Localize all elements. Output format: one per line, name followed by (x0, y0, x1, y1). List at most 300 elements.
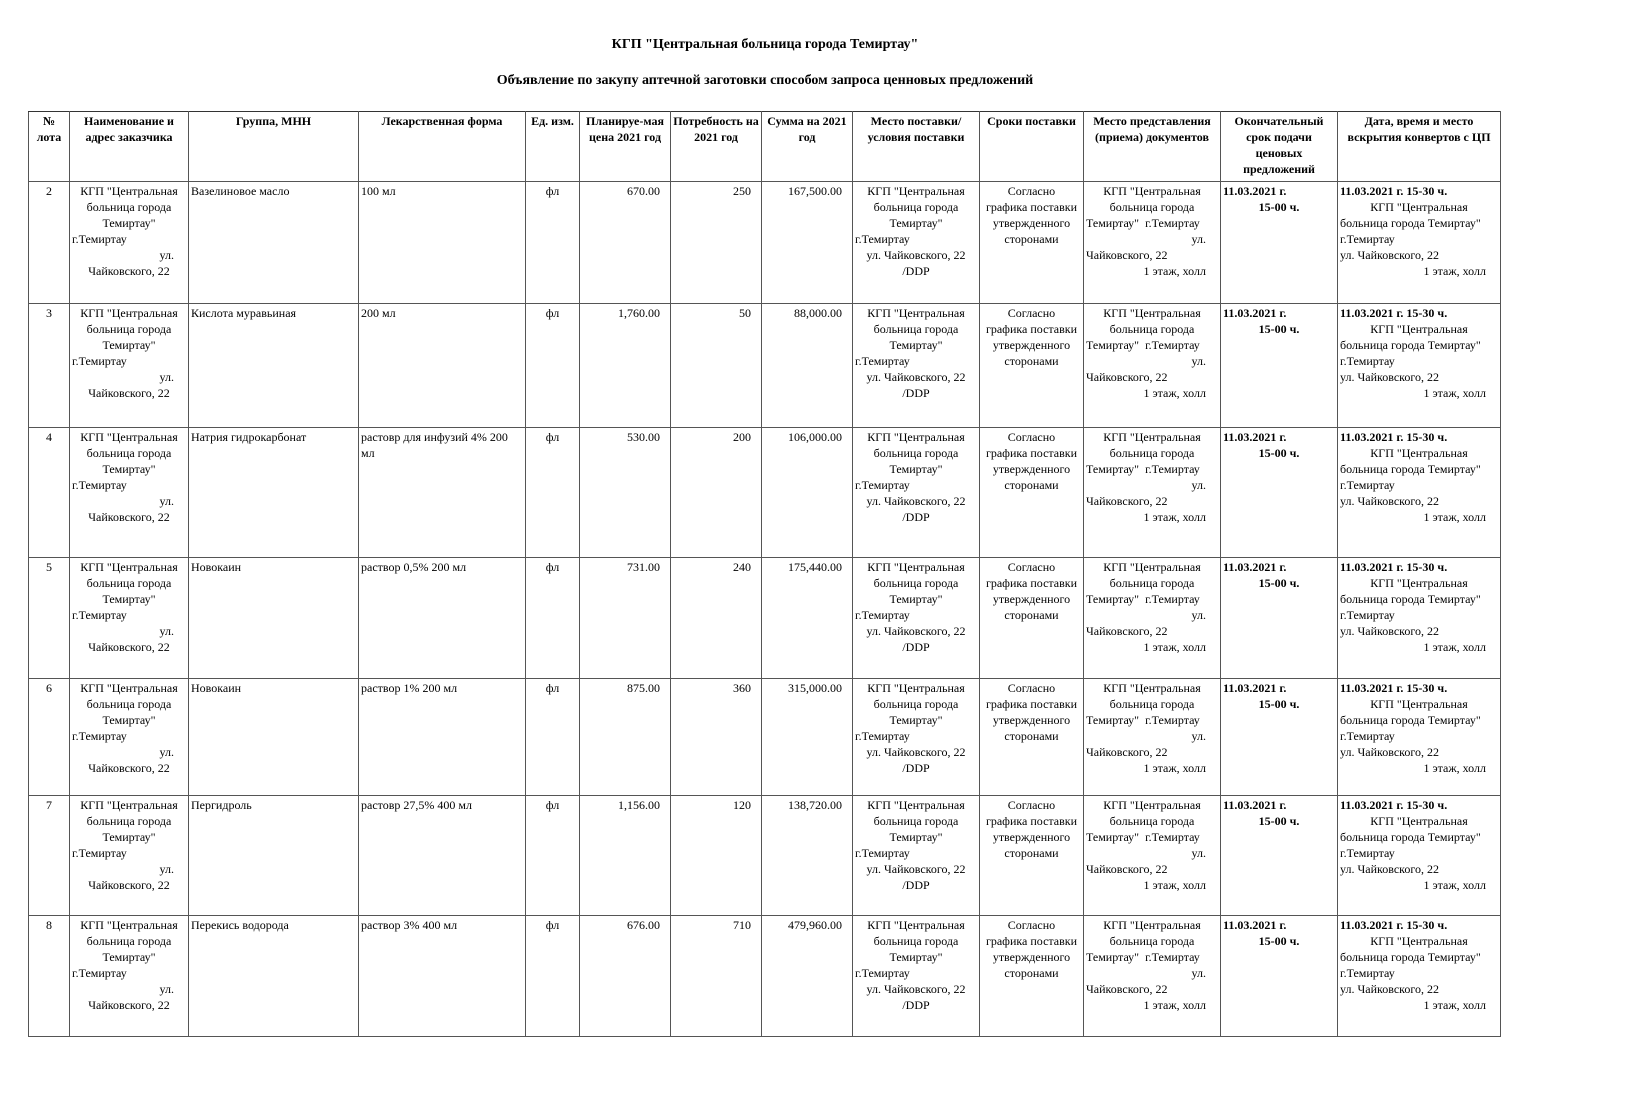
docs-place-line: ул. (1191, 608, 1206, 622)
unit: фл (526, 796, 580, 916)
delivery-place-line: Темиртау" (889, 216, 943, 230)
delivery-terms-line: графика поставки (985, 446, 1078, 460)
docs-place-line: КГП "Центральная (1103, 306, 1201, 320)
drug-name: Новокаин (189, 558, 359, 679)
customer-address-line: ул. (159, 248, 174, 262)
opening-info (1338, 796, 1501, 916)
opening-info-line: ул. Чайковского, 22 (1340, 248, 1439, 262)
delivery-place-line: КГП "Центральная (867, 184, 965, 198)
customer-address-line: КГП "Центральная (80, 306, 178, 320)
delivery-terms-line: утвержденного (992, 338, 1071, 352)
delivery-place-line: КГП "Центральная (867, 798, 965, 812)
customer-address (70, 428, 189, 558)
docs-place-line: ул. (1191, 729, 1206, 743)
docs-place-line: Темиртау" г.Темиртау (1086, 338, 1200, 352)
docs-place-line: ул. (1191, 232, 1206, 246)
lot-number: 5 (29, 558, 70, 679)
header-sum: Сумма на 2021 год (762, 112, 853, 182)
submission-deadline (1221, 916, 1338, 1037)
delivery-terms-line: Согласно (1007, 184, 1056, 198)
delivery-terms (980, 796, 1084, 916)
total-sum: 138,720.00 (762, 796, 853, 916)
docs-place (1084, 916, 1221, 1037)
opening-info-line: 11.03.2021 г. 15-30 ч. (1340, 430, 1448, 444)
dosage-form: 100 мл (359, 182, 526, 304)
opening-info-line: 11.03.2021 г. 15-30 ч. (1340, 306, 1448, 320)
header-group: Группа, МНН (189, 112, 359, 182)
customer-address-line: ул. (159, 862, 174, 876)
unit: фл (526, 182, 580, 304)
delivery-place (853, 182, 980, 304)
planned-price: 676.00 (580, 916, 671, 1037)
quantity: 240 (671, 558, 762, 679)
delivery-terms-line: сторонами (1004, 966, 1059, 980)
customer-address (70, 679, 189, 796)
customer-address-line: КГП "Центральная (80, 681, 178, 695)
lot-number: 3 (29, 304, 70, 428)
submission-deadline-line: 11.03.2021 г. (1223, 184, 1287, 198)
delivery-place-line: г.Темиртау (855, 608, 910, 622)
total-sum: 88,000.00 (762, 304, 853, 428)
customer-address (70, 304, 189, 428)
delivery-place-line: /DDP (902, 998, 930, 1012)
planned-price: 530.00 (580, 428, 671, 558)
drug-name: Новокаин (189, 679, 359, 796)
drug-name: Кислота муравьиная (189, 304, 359, 428)
docs-place-line: КГП "Центральная (1103, 430, 1201, 444)
delivery-terms-line: утвержденного (992, 216, 1071, 230)
docs-place-line: больница города (1109, 446, 1195, 460)
drug-name: Пергидроль (189, 796, 359, 916)
customer-address-line: Темиртау" (102, 338, 156, 352)
header-deadline: Окончательный срок подачи ценовых предложений (1221, 112, 1338, 182)
table-row (29, 679, 1501, 796)
customer-address-line: Темиртау" (102, 950, 156, 964)
docs-place-line: КГП "Центральная (1103, 184, 1201, 198)
header-qty: Потребность на 2021 год (671, 112, 762, 182)
docs-place-line: ул. (1191, 846, 1206, 860)
opening-info-line: больница города Темиртау" (1340, 338, 1481, 352)
delivery-place-line: г.Темиртау (855, 729, 910, 743)
dosage-form: растовр для инфузий 4% 200 мл (359, 428, 526, 558)
docs-place-line: больница города (1109, 934, 1195, 948)
customer-address-line: Чайковского, 22 (88, 761, 170, 775)
docs-place-line: КГП "Центральная (1103, 918, 1201, 932)
customer-address-line: ул. (159, 745, 174, 759)
lot-number: 6 (29, 679, 70, 796)
opening-info-line: 11.03.2021 г. 15-30 ч. (1340, 918, 1448, 932)
customer-address-line: г.Темиртау (72, 354, 127, 368)
docs-place-line: больница города (1109, 200, 1195, 214)
drug-name: Натрия гидрокарбонат (189, 428, 359, 558)
unit: фл (526, 558, 580, 679)
delivery-place-line: ул. Чайковского, 22 (866, 370, 966, 384)
docs-place-line: больница города (1109, 814, 1195, 828)
submission-deadline-line: 15-00 ч. (1258, 934, 1300, 948)
opening-info-line: 1 этаж, холл (1423, 878, 1486, 892)
unit: фл (526, 679, 580, 796)
delivery-place-line: ул. Чайковского, 22 (866, 745, 966, 759)
opening-info-line: КГП "Центральная (1370, 576, 1468, 590)
docs-place-line: ул. (1191, 354, 1206, 368)
customer-address-line: КГП "Центральная (80, 798, 178, 812)
table-row (29, 796, 1501, 916)
opening-info-line: 1 этаж, холл (1423, 998, 1486, 1012)
delivery-place-line: КГП "Центральная (867, 918, 965, 932)
opening-info (1338, 916, 1501, 1037)
delivery-place-line: больница города (873, 814, 959, 828)
delivery-terms-line: утвержденного (992, 592, 1071, 606)
delivery-terms-line: сторонами (1004, 354, 1059, 368)
table-row (29, 916, 1501, 1037)
dosage-form: 200 мл (359, 304, 526, 428)
submission-deadline (1221, 428, 1338, 558)
dosage-form: раствор 3% 400 мл (359, 916, 526, 1037)
docs-place-line: больница города (1109, 322, 1195, 336)
delivery-terms-line: графика поставки (985, 576, 1078, 590)
opening-info-line: больница города Темиртау" (1340, 592, 1481, 606)
customer-address-line: Чайковского, 22 (88, 640, 170, 654)
opening-info-line: ул. Чайковского, 22 (1340, 624, 1439, 638)
delivery-place-line: больница города (873, 322, 959, 336)
customer-address-line: КГП "Центральная (80, 918, 178, 932)
delivery-terms-line: утвержденного (992, 830, 1071, 844)
customer-address-line: г.Темиртау (72, 608, 127, 622)
opening-info-line: ул. Чайковского, 22 (1340, 982, 1439, 996)
delivery-place (853, 679, 980, 796)
docs-place (1084, 796, 1221, 916)
customer-address-line: больница города (86, 200, 172, 214)
opening-info (1338, 304, 1501, 428)
delivery-place-line: /DDP (902, 264, 930, 278)
drug-name: Вазелиновое масло (189, 182, 359, 304)
delivery-place-line: г.Темиртау (855, 478, 910, 492)
planned-price: 670.00 (580, 182, 671, 304)
delivery-terms (980, 428, 1084, 558)
opening-info-line: КГП "Центральная (1370, 934, 1468, 948)
delivery-place-line: ул. Чайковского, 22 (866, 982, 966, 996)
submission-deadline-line: 15-00 ч. (1258, 697, 1300, 711)
docs-place (1084, 428, 1221, 558)
docs-place-line: Чайковского, 22 (1086, 494, 1168, 508)
customer-address-line: г.Темиртау (72, 478, 127, 492)
delivery-place-line: г.Темиртау (855, 354, 910, 368)
docs-place-line: КГП "Центральная (1103, 681, 1201, 695)
delivery-place-line: Темиртау" (889, 713, 943, 727)
planned-price: 1,156.00 (580, 796, 671, 916)
opening-info-line: 1 этаж, холл (1423, 386, 1486, 400)
delivery-place-line: ул. Чайковского, 22 (866, 248, 966, 262)
submission-deadline (1221, 796, 1338, 916)
docs-place-line: 1 этаж, холл (1143, 510, 1206, 524)
docs-place (1084, 679, 1221, 796)
delivery-place-line: КГП "Центральная (867, 681, 965, 695)
dosage-form: раствор 0,5% 200 мл (359, 558, 526, 679)
delivery-place-line: КГП "Центральная (867, 560, 965, 574)
table-header-row (29, 112, 1501, 182)
delivery-terms-line: Согласно (1007, 560, 1056, 574)
docs-place-line: Чайковского, 22 (1086, 370, 1168, 384)
delivery-terms (980, 558, 1084, 679)
submission-deadline-line: 15-00 ч. (1258, 322, 1300, 336)
lot-number: 2 (29, 182, 70, 304)
customer-address-line: КГП "Центральная (80, 184, 178, 198)
delivery-place (853, 304, 980, 428)
delivery-place-line: больница города (873, 576, 959, 590)
opening-info (1338, 182, 1501, 304)
customer-address-line: Чайковского, 22 (88, 878, 170, 892)
dosage-form: раствор 1% 200 мл (359, 679, 526, 796)
delivery-place-line: /DDP (902, 761, 930, 775)
docs-place-line: КГП "Центральная (1103, 560, 1201, 574)
delivery-terms-line: сторонами (1004, 608, 1059, 622)
opening-info-line: ул. Чайковского, 22 (1340, 862, 1439, 876)
docs-place-line: Темиртау" г.Темиртау (1086, 713, 1200, 727)
docs-place-line: Чайковского, 22 (1086, 745, 1168, 759)
docs-place (1084, 304, 1221, 428)
lot-number: 7 (29, 796, 70, 916)
delivery-place-line: Темиртау" (889, 338, 943, 352)
planned-price: 875.00 (580, 679, 671, 796)
docs-place-line: 1 этаж, холл (1143, 386, 1206, 400)
opening-info (1338, 428, 1501, 558)
docs-place (1084, 558, 1221, 679)
customer-address-line: больница города (86, 814, 172, 828)
customer-address (70, 916, 189, 1037)
quantity: 120 (671, 796, 762, 916)
unit: фл (526, 916, 580, 1037)
delivery-place (853, 558, 980, 679)
opening-info-line: больница города Темиртау" (1340, 216, 1481, 230)
delivery-place-line: Темиртау" (889, 950, 943, 964)
total-sum: 315,000.00 (762, 679, 853, 796)
opening-info-line: г.Темиртау (1340, 846, 1395, 860)
opening-info-line: ул. Чайковского, 22 (1340, 494, 1439, 508)
customer-address-line: ул. (159, 494, 174, 508)
delivery-place-line: КГП "Центральная (867, 306, 965, 320)
opening-info-line: 11.03.2021 г. 15-30 ч. (1340, 798, 1448, 812)
docs-place-line: больница города (1109, 697, 1195, 711)
delivery-place-line: /DDP (902, 510, 930, 524)
customer-address-line: г.Темиртау (72, 232, 127, 246)
customer-address-line: Чайковского, 22 (88, 998, 170, 1012)
submission-deadline-line: 11.03.2021 г. (1223, 918, 1287, 932)
delivery-place-line: Темиртау" (889, 592, 943, 606)
docs-place-line: Темиртау" г.Темиртау (1086, 216, 1200, 230)
quantity: 250 (671, 182, 762, 304)
docs-place-line: 1 этаж, холл (1143, 998, 1206, 1012)
total-sum: 175,440.00 (762, 558, 853, 679)
opening-info-line: КГП "Центральная (1370, 814, 1468, 828)
planned-price: 1,760.00 (580, 304, 671, 428)
delivery-terms-line: Согласно (1007, 918, 1056, 932)
customer-address (70, 558, 189, 679)
delivery-place (853, 796, 980, 916)
docs-place-line: Чайковского, 22 (1086, 862, 1168, 876)
docs-place-line: Темиртау" г.Темиртау (1086, 462, 1200, 476)
customer-address-line: Чайковского, 22 (88, 264, 170, 278)
opening-info-line: 11.03.2021 г. 15-30 ч. (1340, 184, 1448, 198)
table-row (29, 182, 1501, 304)
opening-info-line: больница города Темиртау" (1340, 462, 1481, 476)
opening-info-line: больница города Темиртау" (1340, 713, 1481, 727)
opening-info-line: 11.03.2021 г. 15-30 ч. (1340, 681, 1448, 695)
delivery-terms-line: сторонами (1004, 232, 1059, 246)
delivery-terms-line: Согласно (1007, 681, 1056, 695)
submission-deadline-line: 11.03.2021 г. (1223, 560, 1287, 574)
opening-info-line: 1 этаж, холл (1423, 264, 1486, 278)
quantity: 360 (671, 679, 762, 796)
delivery-place-line: Темиртау" (889, 462, 943, 476)
document-title: КГП "Центральная больница города Темиртау" (611, 37, 919, 52)
customer-address-line: больница города (86, 446, 172, 460)
docs-place-line: Чайковского, 22 (1086, 248, 1168, 262)
unit: фл (526, 428, 580, 558)
header-unit: Ед. изм. (526, 112, 580, 182)
delivery-place-line: г.Темиртау (855, 846, 910, 860)
delivery-place-line: больница города (873, 934, 959, 948)
delivery-terms-line: Согласно (1007, 306, 1056, 320)
customer-address-line: ул. (159, 624, 174, 638)
delivery-terms-line: сторонами (1004, 729, 1059, 743)
opening-info-line: ул. Чайковского, 22 (1340, 745, 1439, 759)
docs-place-line: Темиртау" г.Темиртау (1086, 830, 1200, 844)
delivery-place-line: г.Темиртау (855, 966, 910, 980)
customer-address-line: г.Темиртау (72, 966, 127, 980)
delivery-place-line: /DDP (902, 878, 930, 892)
opening-info (1338, 558, 1501, 679)
table-body (29, 182, 1501, 1037)
opening-info-line: больница города Темиртау" (1340, 950, 1481, 964)
docs-place-line: ул. (1191, 478, 1206, 492)
customer-address (70, 796, 189, 916)
delivery-place-line: /DDP (902, 386, 930, 400)
document-subtitle: Объявление по закупу аптечной заготовки способом запроса ценновых предложений (496, 73, 1034, 88)
submission-deadline-line: 11.03.2021 г. (1223, 681, 1287, 695)
customer-address-line: Темиртау" (102, 592, 156, 606)
submission-deadline (1221, 304, 1338, 428)
customer-address-line: г.Темиртау (72, 846, 127, 860)
opening-info (1338, 679, 1501, 796)
customer-address-line: Темиртау" (102, 713, 156, 727)
docs-place-line: 1 этаж, холл (1143, 264, 1206, 278)
delivery-terms-line: сторонами (1004, 478, 1059, 492)
opening-info-line: КГП "Центральная (1370, 322, 1468, 336)
submission-deadline-line: 11.03.2021 г. (1223, 306, 1287, 320)
docs-place-line: больница города (1109, 576, 1195, 590)
opening-info-line: КГП "Центральная (1370, 446, 1468, 460)
opening-info-line: 1 этаж, холл (1423, 510, 1486, 524)
customer-address-line: больница города (86, 322, 172, 336)
delivery-terms-line: утвержденного (992, 462, 1071, 476)
delivery-place-line: ул. Чайковского, 22 (866, 624, 966, 638)
delivery-terms-line: сторонами (1004, 846, 1059, 860)
header-customer: Наименование и адрес заказчика (70, 112, 189, 182)
header-form: Лекарственная форма (359, 112, 526, 182)
delivery-place-line: Темиртау" (889, 830, 943, 844)
docs-place-line: 1 этаж, холл (1143, 761, 1206, 775)
quantity: 710 (671, 916, 762, 1037)
docs-place-line: Темиртау" г.Темиртау (1086, 592, 1200, 606)
delivery-terms (980, 304, 1084, 428)
dosage-form: растовр 27,5% 400 мл (359, 796, 526, 916)
opening-info-line: г.Темиртау (1340, 966, 1395, 980)
opening-info-line: КГП "Центральная (1370, 697, 1468, 711)
total-sum: 106,000.00 (762, 428, 853, 558)
lot-number: 4 (29, 428, 70, 558)
header-opening: Дата, время и место вскрытия конвертов с ЦП (1338, 112, 1501, 182)
delivery-terms-line: графика поставки (985, 697, 1078, 711)
delivery-place-line: больница города (873, 697, 959, 711)
customer-address-line: КГП "Центральная (80, 560, 178, 574)
opening-info-line: г.Темиртау (1340, 232, 1395, 246)
customer-address-line: КГП "Центральная (80, 430, 178, 444)
opening-info-line: 1 этаж, холл (1423, 640, 1486, 654)
delivery-terms (980, 679, 1084, 796)
opening-info-line: г.Темиртау (1340, 354, 1395, 368)
submission-deadline (1221, 679, 1338, 796)
delivery-place-line: ул. Чайковского, 22 (866, 862, 966, 876)
submission-deadline-line: 15-00 ч. (1258, 446, 1300, 460)
customer-address-line: Чайковского, 22 (88, 386, 170, 400)
quantity: 50 (671, 304, 762, 428)
docs-place-line: 1 этаж, холл (1143, 640, 1206, 654)
delivery-terms-line: графика поставки (985, 934, 1078, 948)
docs-place-line: Чайковского, 22 (1086, 982, 1168, 996)
delivery-place (853, 916, 980, 1037)
table-row (29, 304, 1501, 428)
submission-deadline-line: 11.03.2021 г. (1223, 430, 1287, 444)
customer-address-line: больница города (86, 576, 172, 590)
delivery-terms-line: графика поставки (985, 200, 1078, 214)
delivery-place-line: /DDP (902, 640, 930, 654)
drug-name: Перекись водорода (189, 916, 359, 1037)
docs-place-line: КГП "Центральная (1103, 798, 1201, 812)
customer-address-line: Темиртау" (102, 216, 156, 230)
total-sum: 479,960.00 (762, 916, 853, 1037)
delivery-terms-line: Согласно (1007, 430, 1056, 444)
delivery-terms-line: графика поставки (985, 814, 1078, 828)
delivery-terms-line: утвержденного (992, 950, 1071, 964)
customer-address-line: Чайковского, 22 (88, 510, 170, 524)
opening-info-line: ул. Чайковского, 22 (1340, 370, 1439, 384)
opening-info-line: г.Темиртау (1340, 729, 1395, 743)
docs-place-line: Темиртау" г.Темиртау (1086, 950, 1200, 964)
docs-place-line: Чайковского, 22 (1086, 624, 1168, 638)
header-lot: № лота (29, 112, 70, 182)
customer-address-line: ул. (159, 370, 174, 384)
opening-info-line: 11.03.2021 г. 15-30 ч. (1340, 560, 1448, 574)
docs-place-line: 1 этаж, холл (1143, 878, 1206, 892)
submission-deadline-line: 11.03.2021 г. (1223, 798, 1287, 812)
opening-info-line: КГП "Центральная (1370, 200, 1468, 214)
header-docs-place: Место представления (приема) документов (1084, 112, 1221, 182)
header-delivery-terms: Сроки поставки (980, 112, 1084, 182)
delivery-place-line: больница города (873, 446, 959, 460)
delivery-place-line: ул. Чайковского, 22 (866, 494, 966, 508)
total-sum: 167,500.00 (762, 182, 853, 304)
delivery-place-line: г.Темиртау (855, 232, 910, 246)
lot-number: 8 (29, 916, 70, 1037)
procurement-table (28, 111, 1501, 1037)
delivery-terms (980, 916, 1084, 1037)
unit: фл (526, 304, 580, 428)
delivery-terms-line: Согласно (1007, 798, 1056, 812)
customer-address (70, 182, 189, 304)
customer-address-line: г.Темиртау (72, 729, 127, 743)
delivery-terms (980, 182, 1084, 304)
quantity: 200 (671, 428, 762, 558)
